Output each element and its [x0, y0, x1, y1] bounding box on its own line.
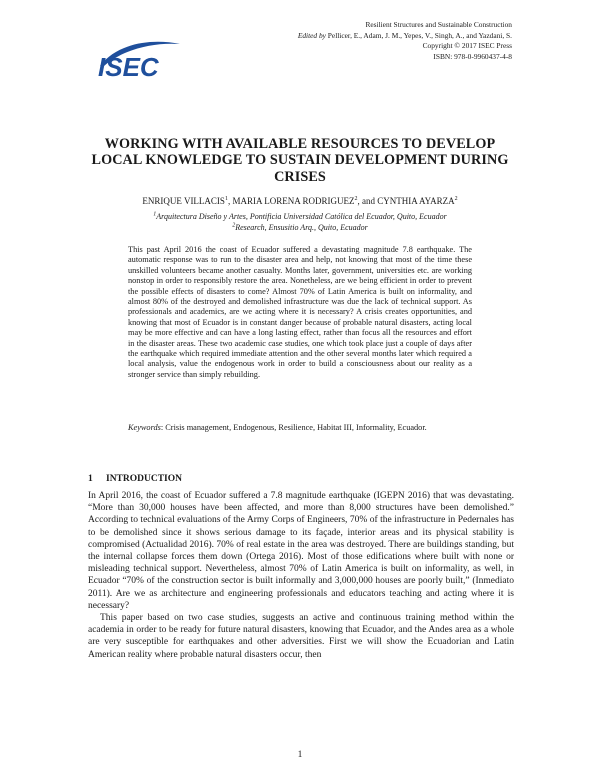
editors: Pellicer, E., Adam, J. M., Yepes, V., Singh, A., and Yazdani, S.: [327, 30, 512, 40]
keywords-label: Keywords: [128, 423, 161, 432]
paragraph: In April 2016, the coast of Ecuador suffered a 7.8 magnitude earthquake (IGEPN 2016) that was devastating. “More than 30,000 houses have been affected, and more than 8,000 structures have been demolished.” According to technical evaluations of the Army Corps of Engineers, 70% of the infrastructure in Pedernales has to be demolished since it shows serious damage to its façade, interior areas and its physical stability is compromised (Actualidad 2016). 70% of real estate in the area was destroyed. There are buildings standing, but the internal collapse forces them down (Ortega 2016). Most of those edifications where built with none or misleading technical support. Nevertheless, almost 70% of Latin America is built on informality, as well, in Ecuador “70% of the construction sector is built informally and 3,000,000 houses are poorly built,” (Inmediato 2011). Are we as architecture and engineering professionals and educators teaching and acting where it is necessary?: [88, 491, 514, 611]
author-sup: 2: [354, 196, 358, 202]
author-sup: 1: [224, 196, 228, 202]
paper-title: WORKING WITH AVAILABLE RESOURCES TO DEVELOP LOCAL KNOWLEDGE TO SUSTAIN DEVELOPMENT DURING CRISES: [91, 136, 509, 185]
isec-logo: [94, 36, 184, 80]
affiliation-text: Arquitectura Diseño y Artes, Pontificia Universidad Católica del Ecuador, Quito, Ecuador: [156, 212, 447, 221]
author-name: MARIA LORENA RODRIGUEZ: [232, 196, 355, 206]
affiliation-2: [90, 222, 510, 233]
isbn: ISBN: 978-0-9960437-4-8: [433, 51, 512, 61]
affiliation-text: Research, Ensusitio Arq., Quito, Ecuador: [235, 223, 368, 232]
section-title: INTRODUCTION: [106, 474, 183, 484]
affiliation-sup: 1: [153, 211, 157, 218]
paragraph: This paper based on two case studies, suggests an active and continuous training method within the academia in order to be ready for future natural disasters, knowing that Ecuador, and the Andes area as a whole are very susceptible for earthquakes and other adversities. First we will show the Ecuadorian and Latin American reality where probable natural disasters occur, then: [88, 613, 514, 660]
section-number: 1: [88, 474, 93, 484]
affiliation-sup: 2: [232, 222, 236, 229]
abstract: This past April 2016 the coast of Ecuador suffered a devastating magnitude 7.8 earthquake. The automatic response was to run to the disaster area and help, not knowing that most of the time these unskilled volunteers became another casualty. Months later, government, universities etc. are working nonstop in order to responsibly restore the area. Nonetheless, are we being efficient in order to prevent the possible effects of disasters to come? Almost 70% of Latin America is built on informality, and almost 80% of the destroyed and demolished infrastructure was due the lack of technical support. As professionals and academics, are we acting where it is necessary? A crisis creates opportunities, and knowing that most of Ecuador is in constant danger because of probable natural disasters, acting local may be more effective and can have a long lasting effect, rather than focus all the resources and effort in the disaster areas. These two academic case studies, one which took place just a couple of days after the earthquake which required immediate attention and the other several months later which required a local analysis, value the endogenous work in order to build a consciousness about our reality as a stronger service than simply rebuilding.: [128, 245, 472, 379]
page-number: 1: [297, 750, 303, 760]
edited-by-label: Edited by: [297, 30, 326, 40]
author-sup: 2: [454, 196, 458, 202]
author-list: [90, 196, 510, 207]
logo-text: ISEC: [98, 52, 159, 80]
affiliation-1: [90, 211, 510, 222]
section-body: [88, 490, 514, 661]
keywords: [128, 423, 472, 433]
author-name: CYNTHIA AYARZA: [377, 196, 455, 206]
running-header: [182, 20, 512, 62]
author-name: ENRIQUE VILLACIS: [142, 196, 225, 206]
author-sep: , and: [357, 196, 378, 206]
section-heading: [88, 474, 182, 484]
series-title: Resilient Structures and Sustainable Construction: [365, 20, 512, 29]
editors-line: [182, 31, 512, 42]
author-sep: ,: [227, 196, 233, 206]
affiliations: [90, 211, 510, 233]
copyright: Copyright © 2017 ISEC Press: [422, 41, 512, 51]
keywords-text: : Crisis management, Endogenous, Resilience, Habitat III, Informality, Ecuador.: [160, 423, 427, 432]
